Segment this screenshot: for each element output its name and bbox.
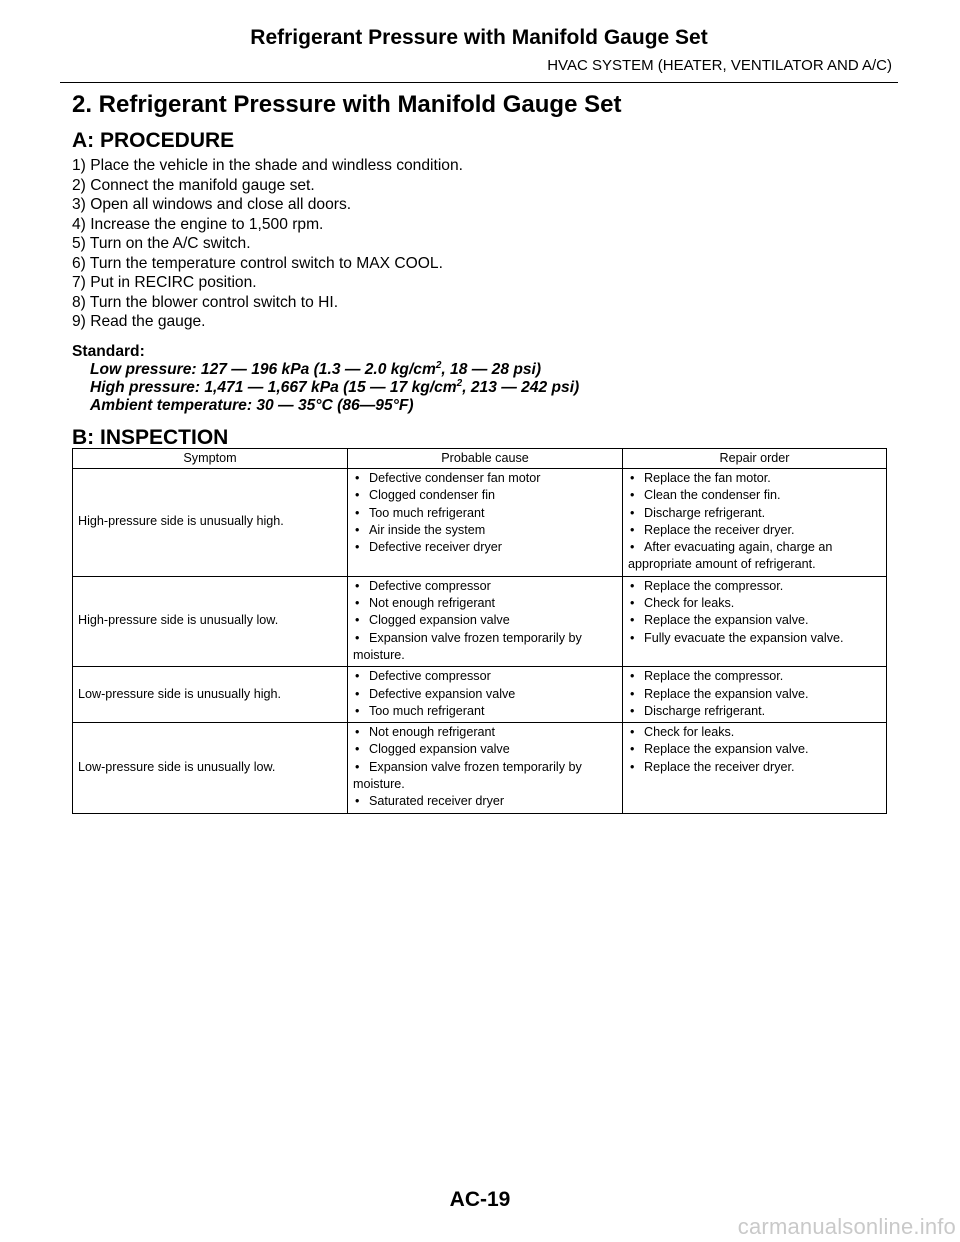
section-title: 2. Refrigerant Pressure with Manifold Gauge Set: [72, 91, 622, 118]
low-pressure-superscript: 2: [435, 359, 442, 371]
ambient-temperature-spec: Ambient temperature: 30 — 35°C (86—95°F): [90, 396, 414, 414]
bullet-icon: [353, 539, 369, 556]
column-header-symptom: Symptom: [73, 449, 348, 469]
cause-item: [353, 668, 617, 685]
bullet-icon: [628, 612, 644, 629]
repair-continuation: appropriate amount of refrigerant.: [628, 557, 816, 572]
bullet-icon: [628, 686, 644, 703]
procedure-heading: A: PROCEDURE: [72, 129, 235, 152]
cause-item: [353, 505, 617, 522]
cause-text: Defective compressor: [369, 669, 491, 684]
repair-item: [628, 539, 881, 556]
cause-cell: [348, 723, 623, 813]
page-content: [72, 86, 874, 453]
bullet-icon: [353, 668, 369, 685]
bullet-icon: [628, 741, 644, 758]
bullet-icon: [628, 539, 644, 556]
symptom-cell: Low-pressure side is unusually low.: [73, 723, 348, 813]
repair-item: [628, 686, 881, 703]
bullet-icon: [353, 487, 369, 504]
bullet-icon: [628, 578, 644, 595]
repair-text: Check for leaks.: [644, 725, 735, 740]
repair-item: [628, 724, 881, 741]
page-number: AC-19: [449, 1188, 511, 1211]
cause-text: Defective condenser fan motor: [369, 471, 541, 485]
procedure-steps: [72, 156, 874, 332]
high-pressure-text: High pressure: 1,471 — 1,667 kPa (15 — 17 kg/cm: [90, 378, 457, 396]
repair-item: [628, 668, 881, 685]
bullet-icon: [628, 470, 644, 487]
cause-item: [353, 578, 617, 595]
page-header: [60, 0, 898, 83]
bullet-icon: [628, 522, 644, 539]
repair-item: [628, 630, 881, 647]
cause-item: [353, 470, 617, 487]
bullet-icon: [628, 703, 644, 720]
cause-continuation: moisture.: [353, 777, 405, 792]
low-pressure-text-end: , 18 — 28 psi): [441, 360, 542, 378]
cause-text: Clogged expansion valve: [369, 613, 510, 628]
cause-item: [353, 595, 617, 612]
cause-item: [353, 793, 617, 810]
bullet-icon: [353, 595, 369, 612]
cause-cell: [348, 469, 623, 577]
cause-item: [353, 686, 617, 703]
bullet-icon: [628, 487, 644, 504]
bullet-icon: [628, 724, 644, 741]
repair-item: [628, 595, 881, 612]
repair-text: Replace the compressor.: [644, 578, 784, 593]
column-header-repair: Repair order: [623, 449, 887, 469]
repair-item: [628, 612, 881, 629]
cause-text: Not enough refrigerant: [369, 596, 496, 611]
bullet-icon: [353, 470, 369, 487]
watermark: carmanualsonline.info: [737, 1214, 956, 1239]
cause-item: [353, 759, 617, 776]
inspection-table: [72, 448, 887, 814]
repair-text: Replace the compressor.: [644, 669, 784, 684]
cause-text: Air inside the system: [369, 522, 486, 537]
cause-text: Not enough refrigerant: [369, 725, 496, 740]
procedure-step: 4) Increase the engine to 1,500 rpm.: [72, 215, 324, 233]
symptom-cell: High-pressure side is unusually high.: [73, 469, 348, 577]
procedure-step: 5) Turn on the A/C switch.: [72, 235, 251, 252]
cause-item: [353, 487, 617, 504]
cause-cell: [348, 576, 623, 666]
cause-text: Clogged condenser fin: [369, 488, 496, 503]
cause-item: [353, 612, 617, 629]
repair-item: [628, 578, 881, 595]
cause-text: Defective expansion valve: [369, 686, 516, 701]
cause-text: Defective compressor: [369, 578, 491, 593]
repair-text: Replace the expansion valve.: [644, 686, 809, 701]
cause-text: Clogged expansion valve: [369, 742, 510, 757]
repair-item: [628, 470, 881, 487]
bullet-icon: [628, 630, 644, 647]
repair-text: Replace the expansion valve.: [644, 613, 809, 628]
repair-cell: [623, 469, 887, 577]
cause-item: [353, 630, 617, 647]
cause-item: [353, 522, 617, 539]
table-row: [73, 576, 887, 666]
repair-text: Replace the fan motor.: [644, 471, 771, 485]
low-pressure-text: Low pressure: 127 — 196 kPa (1.3 — 2.0 kg/cm: [90, 360, 436, 378]
cause-text: Expansion valve frozen temporarily by: [369, 759, 582, 774]
procedure-step: 3) Open all windows and close all doors.: [72, 196, 352, 213]
repair-text: Clean the condenser fin.: [644, 488, 781, 503]
repair-item: [628, 759, 881, 776]
bullet-icon: [353, 630, 369, 647]
cause-continuation: moisture.: [353, 647, 405, 662]
procedure-step: 2) Connect the manifold gauge set.: [72, 176, 315, 194]
bullet-icon: [353, 759, 369, 776]
cause-text: Defective receiver dryer: [369, 540, 502, 555]
table-header-row: [73, 449, 887, 469]
cause-text: Too much refrigerant: [369, 703, 485, 718]
bullet-icon: [353, 741, 369, 758]
repair-text: Replace the expansion valve.: [644, 742, 809, 757]
standard-label: Standard:: [72, 342, 145, 360]
cause-text: Saturated receiver dryer: [369, 794, 505, 809]
procedure-step: 8) Turn the blower control switch to HI.: [72, 293, 339, 311]
cause-item: [353, 703, 617, 720]
repair-item: [628, 487, 881, 504]
repair-cell: [623, 667, 887, 723]
procedure-step: 6) Turn the temperature control switch to MAX COOL.: [72, 254, 443, 272]
header-title: Refrigerant Pressure with Manifold Gauge Set: [250, 26, 708, 49]
repair-text: Replace the receiver dryer.: [644, 759, 795, 774]
cause-text: Expansion valve frozen temporarily by: [369, 630, 582, 645]
procedure-step: 9) Read the gauge.: [72, 313, 206, 330]
bullet-icon: [353, 703, 369, 720]
bullet-icon: [628, 668, 644, 685]
cause-item: [353, 724, 617, 741]
cause-item: [353, 741, 617, 758]
bullet-icon: [353, 505, 369, 522]
column-header-cause: Probable cause: [348, 449, 623, 469]
inspection-heading: B: INSPECTION: [72, 425, 229, 449]
repair-text: Discharge refrigerant.: [644, 703, 766, 718]
cause-item: [353, 539, 617, 556]
repair-item: [628, 703, 881, 720]
low-pressure-spec: [72, 361, 874, 379]
repair-text: Check for leaks.: [644, 596, 735, 611]
procedure-step: 1) Place the vehicle in the shade and windless condition.: [72, 157, 463, 174]
bullet-icon: [353, 522, 369, 539]
repair-cell: [623, 723, 887, 813]
high-pressure-superscript: 2: [456, 377, 463, 389]
high-pressure-text-end: , 213 — 242 psi): [462, 378, 580, 396]
standard-spec: [72, 343, 874, 415]
bullet-icon: [353, 612, 369, 629]
bullet-icon: [628, 505, 644, 522]
table-row: [73, 723, 887, 813]
cause-cell: [348, 667, 623, 723]
repair-text: After evacuating again, charge an: [644, 540, 833, 555]
bullet-icon: [353, 578, 369, 595]
table-row: [73, 469, 887, 577]
cause-text: Too much refrigerant: [369, 505, 485, 520]
header-subtitle: HVAC SYSTEM (HEATER, VENTILATOR AND A/C): [547, 57, 892, 74]
repair-item: [628, 505, 881, 522]
repair-item: [628, 741, 881, 758]
bullet-icon: [353, 793, 369, 810]
repair-item: [628, 522, 881, 539]
procedure-step: 7) Put in RECIRC position.: [72, 274, 257, 291]
bullet-icon: [353, 686, 369, 703]
high-pressure-spec: [72, 379, 874, 397]
bullet-icon: [628, 759, 644, 776]
repair-cell: [623, 576, 887, 666]
symptom-cell: Low-pressure side is unusually high.: [73, 667, 348, 723]
bullet-icon: [628, 595, 644, 612]
repair-text: Fully evacuate the expansion valve.: [644, 630, 844, 645]
symptom-cell: High-pressure side is unusually low.: [73, 576, 348, 666]
repair-text: Discharge refrigerant.: [644, 505, 766, 520]
table-row: [73, 667, 887, 723]
bullet-icon: [353, 724, 369, 741]
repair-text: Replace the receiver dryer.: [644, 522, 795, 537]
